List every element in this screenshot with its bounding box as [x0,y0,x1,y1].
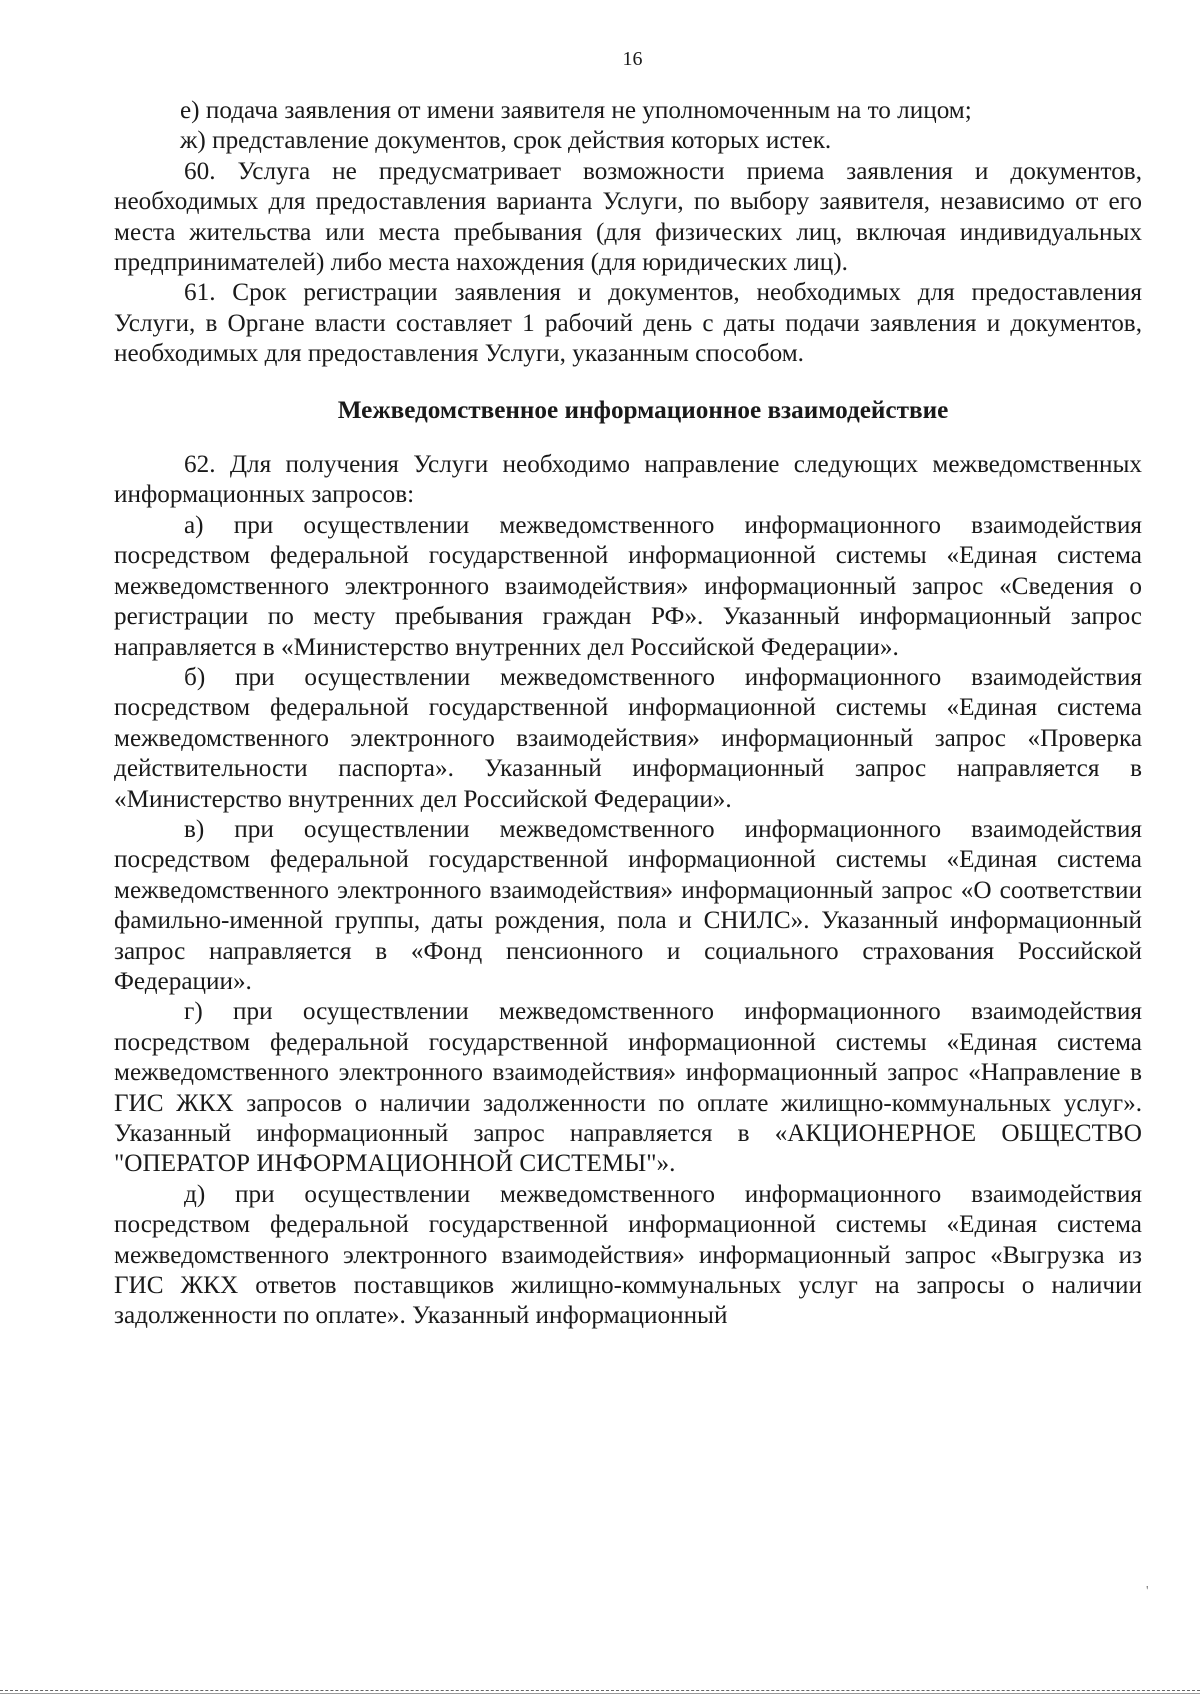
paragraph-60: 60. Услуга не предусматривает возможности приема заявления и документов, необходимых для предоставления варианта Услуги, по выбору заявителя, независимо от его места жительства или места пребывания (для физических лиц, включая индивидуальных предпринимателей) либо места нахождения (для юридических лиц). [114,157,1142,277]
paragraph-62-b: б) при осуществлении межведомственного информационного взаимодействия посредством федеральной государственной информационной системы «Единая система межведомственного электронного взаимодействия» информационный запрос «Проверка действительности паспорта». Указанный информационный запрос направляется в «Министерство внутренних дел Российской Федерации». [114,663,1142,813]
paragraph-item-zh: ж) представление документов, срок действия которых истек. [180,127,832,155]
scan-speck: ' [1146,1584,1149,1599]
paragraph-62-g: г) при осуществлении межведомственного информационного взаимодействия посредством федеральной государственной информационной системы «Единая система межведомственного электронного взаимодействия» информационный запрос «Направление в ГИС ЖКХ запросов о наличии задолженности по оплате жилищно-коммунальных услуг». Указанный информационный запрос направляется в «АКЦИОНЕРНОЕ ОБЩЕСТВО "ОПЕРАТОР ИНФОРМАЦИОННОЙ СИСТЕМЫ"». [114,998,1142,1178]
section-heading: Межведомственное информационное взаимодействие [337,396,949,424]
paragraph-62-d: д) при осуществлении межведомственного информационного взаимодействия посредством федеральной государственной информационной системы «Единая система межведомственного электронного взаимодействия» информационный запрос «Выгрузка из ГИС ЖКХ ответов поставщиков жилищно-коммунальных услуг на запросы о наличии задолженности по оплате». Указанный информационный [114,1180,1142,1330]
paragraph-62-a: а) при осуществлении межведомственного информационного взаимодействия посредством федеральной государственной информационной системы «Единая система межведомственного электронного взаимодействия» информационный запрос «Сведения о регистрации по месту пребывания граждан РФ». Указанный информационный запрос направляется в «Министерство внутренних дел Российской Федерации». [114,511,1142,661]
paragraph-62: 62. Для получения Услуги необходимо направление следующих межведомственных информационных запросов: [114,451,1142,509]
paragraph-62-v: в) при осуществлении межведомственного информационного взаимодействия посредством федеральной государственной информационной системы «Единая система межведомственного электронного взаимодействия» информационный запрос «О соответствии фамильно-именной группы, даты рождения, пола и СНИЛС». Указанный информационный запрос направляется в «Фонд пенсионного и социального страхования Российской Федерации». [114,815,1142,995]
page-bottom-edge [0,1690,1200,1691]
paragraph-item-e: е) подача заявления от имени заявителя не уполномоченным на то лицом; [180,97,972,124]
paragraph-61: 61. Срок регистрации заявления и документов, необходимых для предоставления Услуги, в Органе власти составляет 1 рабочий день с даты подачи заявления и документов, необходимых для предоставления Услуги, указанным способом. [114,279,1142,368]
page-bottom-edge-line [0,1693,1200,1694]
page-number: 16 [622,48,643,70]
document-body [114,96,1142,1332]
